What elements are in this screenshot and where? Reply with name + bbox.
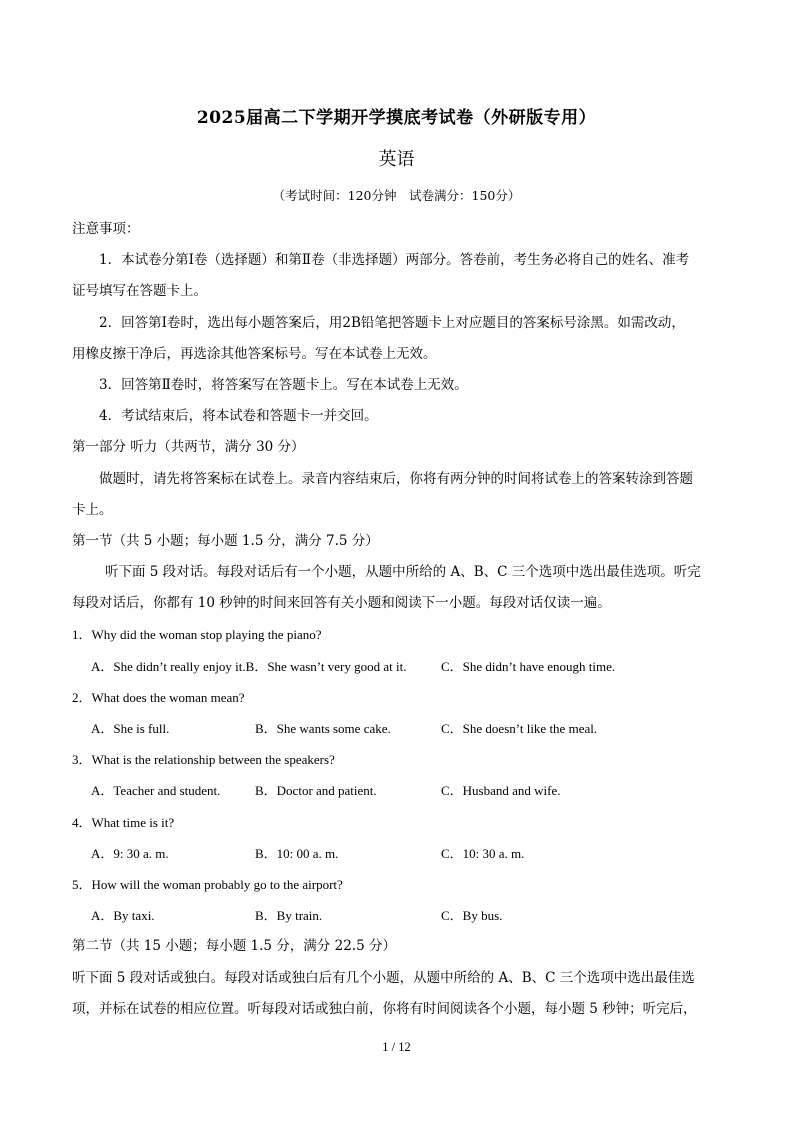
question-2-options: [72, 713, 722, 744]
question-3: 3．What is the relationship between the speakers?: [72, 752, 335, 768]
option-a: A．She didn’t really enjoy it.B．She wasn’t very good at it.: [91, 658, 407, 674]
part1-intro-line: 卡上。: [72, 501, 113, 518]
option-b: B．She wants some cake.: [255, 721, 391, 736]
section2-intro-line: 听下面 5 段对话或独白。每段对话或独白后有几个小题，从题中所给的 A、B、C 三个选项中选出最佳选: [72, 969, 695, 986]
question-5: 5．How will the woman probably go to the airport?: [72, 876, 343, 892]
option-c: C．She didn’t have enough time.: [441, 658, 616, 674]
exam-title: 2025届高二下学期开学摸底考试卷（外研版专用）: [196, 108, 597, 128]
note-line: 用橡皮擦干净后，再选涂其他答案标号。写在本试卷上无效。: [72, 345, 437, 362]
question-5-options: [72, 900, 722, 931]
section1-intro-line: 听下面 5 段对话。每段对话后有一个小题，从题中所给的 A、B、C 三个选项中选出最佳选项。听完: [105, 564, 701, 581]
option-c: C．By bus.: [441, 908, 503, 924]
part1-intro-line: 做题时，请先将答案标在试卷上。录音内容结束后，你将有两分钟的时间将试卷上的答案转涂到答题: [99, 470, 693, 487]
note-line: 4．考试结束后，将本试卷和答题卡一并交回。: [99, 408, 378, 425]
exam-body: [72, 214, 722, 1025]
note-line: 1．本试卷分第Ⅰ卷（选择题）和第Ⅱ卷（非选择题）两部分。答卷前，考生务必将自己的姓名、准考: [99, 252, 690, 269]
section1-intro-line: 每段对话后，你都有 10 秒钟的时间来回答有关小题和阅读下一小题。每段对话仅读一遍。: [72, 595, 611, 612]
note-line: 3．回答第Ⅱ卷时，将答案写在答题卡上。写在本试卷上无效。: [99, 376, 468, 393]
section2-intro-line: 项，并标在试卷的相应位置。听每段对话或独白前，你将有时间阅读各个小题，每小题 5 秒钟；听完后，: [72, 1000, 697, 1017]
question-4-options: [72, 838, 722, 869]
note-line: 证号填写在答题卡上。: [72, 283, 207, 300]
question-4: 4．What time is it?: [72, 814, 175, 830]
subject-title: 英语: [378, 149, 415, 170]
section2-heading: 第二节（共 15 小题；每小题 1.5 分，满分 22.5 分）: [72, 938, 396, 955]
option-b: B．Doctor and patient.: [255, 783, 377, 799]
option-a: A．Teacher and student.: [91, 783, 221, 799]
option-a: A．She is full.: [91, 721, 170, 736]
notes-heading: 注意事项：: [72, 221, 140, 237]
option-c: C．She doesn’t like the meal.: [441, 721, 598, 736]
option-a: A．9: 30 a. m.: [91, 845, 169, 861]
note-line: 2．回答第Ⅰ卷时，选出每小题答案后，用2B铅笔把答题卡上对应题目的答案标号涂黑。如需改动，: [99, 314, 685, 331]
option-b: B．10: 00 a. m.: [255, 845, 339, 861]
question-3-options: [72, 775, 722, 806]
exam-info: （考试时间：120分钟 试卷满分：150分）: [272, 188, 521, 203]
option-a: A．By taxi.: [91, 908, 155, 924]
section1-heading: 第一节（共 5 小题；每小题 1.5 分，满分 7.5 分）: [72, 532, 379, 549]
option-b: B．By train.: [255, 908, 323, 924]
page-number: 1 / 12: [382, 1040, 411, 1054]
option-c: C．10: 30 a. m.: [441, 845, 525, 861]
question-2: 2．What does the woman mean?: [72, 689, 245, 705]
question-1-options: [72, 651, 722, 682]
option-c: C．Husband and wife.: [441, 783, 561, 799]
part1-heading: 第一部分 听力（共两节，满分 30 分）: [72, 439, 305, 456]
question-1: 1．Why did the woman stop playing the piano?: [72, 627, 322, 643]
